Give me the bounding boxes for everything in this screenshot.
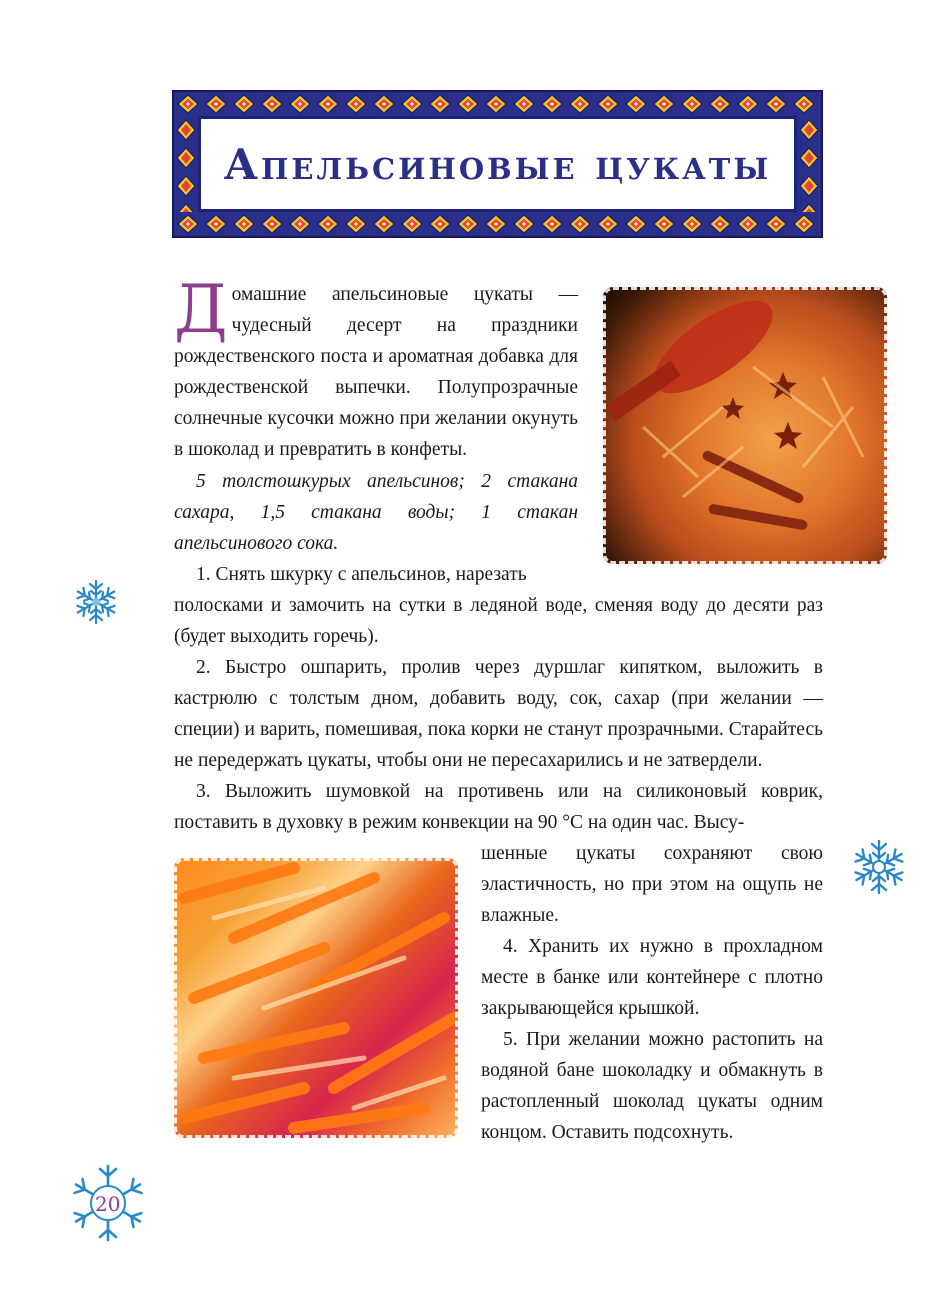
ornament-border-right	[797, 116, 821, 212]
ornament-border-left	[174, 116, 198, 212]
title-panel	[198, 116, 797, 212]
step-4: 4. Хранить их нужно в прохладном месте в банке или контейнере с плотно закрывающейся крышкой.	[481, 936, 823, 1019]
intro-text: омашние апельсиновые цукаты — чудесный десерт на праздники рождественского поста и ароматная добавка для рождественской выпечки. Полупрозрачные солнечные кусочки можно при желании окунуть в шоколад и превратить в конфеты.	[174, 284, 578, 460]
step-1-first-line: 1. Снять шкурку с апельсинов, нарезать	[196, 564, 527, 585]
step-3-rest: шенные цукаты сохраняют свою эластичность, но при этом на ощупь не влажные.	[481, 843, 823, 926]
intro-paragraph	[174, 271, 578, 465]
drop-cap: Д	[174, 271, 228, 348]
snowflake-icon-left	[74, 578, 118, 626]
page-title: Апельсиновые цукаты	[223, 139, 772, 189]
snowflake-icon-right	[850, 839, 908, 895]
step-5: 5. При желании можно растопить на водяной бане шоколадку и обмакнуть в растопленный шоколад цукаты одним концом. Оставить подсохнуть.	[481, 1029, 823, 1143]
step-3-first-part: 3. Выложить шумовкой на противень или на силиконовый коврик, поставить в духовку в режим конвекции на 90 °С на один час. Высу-	[174, 781, 823, 833]
pot-with-candied-peel-photo	[603, 287, 887, 564]
ingredients-list: 5 толстошкурых апельсинов; 2 стакана сахара, 1,5 стакана воды; 1 стакан апельсинового сока.	[174, 471, 578, 554]
title-frame	[172, 90, 823, 238]
step-1-rest: полосками и замочить на сутки в ледяной воде, сменяя воду до десяти раз (будет выходить горечь).	[174, 595, 823, 647]
candied-orange-peel-photo	[174, 858, 458, 1138]
ornament-border-bottom	[174, 212, 821, 236]
step-2: 2. Быстро ошпарить, пролив через дуршлаг кипятком, выложить в кастрюлю с толстым дном, добавить воду, сок, сахар (при желании — специи) и варить, помешивая, пока корки не станут прозрачными. Старайтесь не передержать цукаты, чтобы они не пересахарились и не затвердели.	[174, 657, 823, 771]
ornament-border-top	[174, 92, 821, 116]
page-number: 20	[95, 1192, 121, 1216]
